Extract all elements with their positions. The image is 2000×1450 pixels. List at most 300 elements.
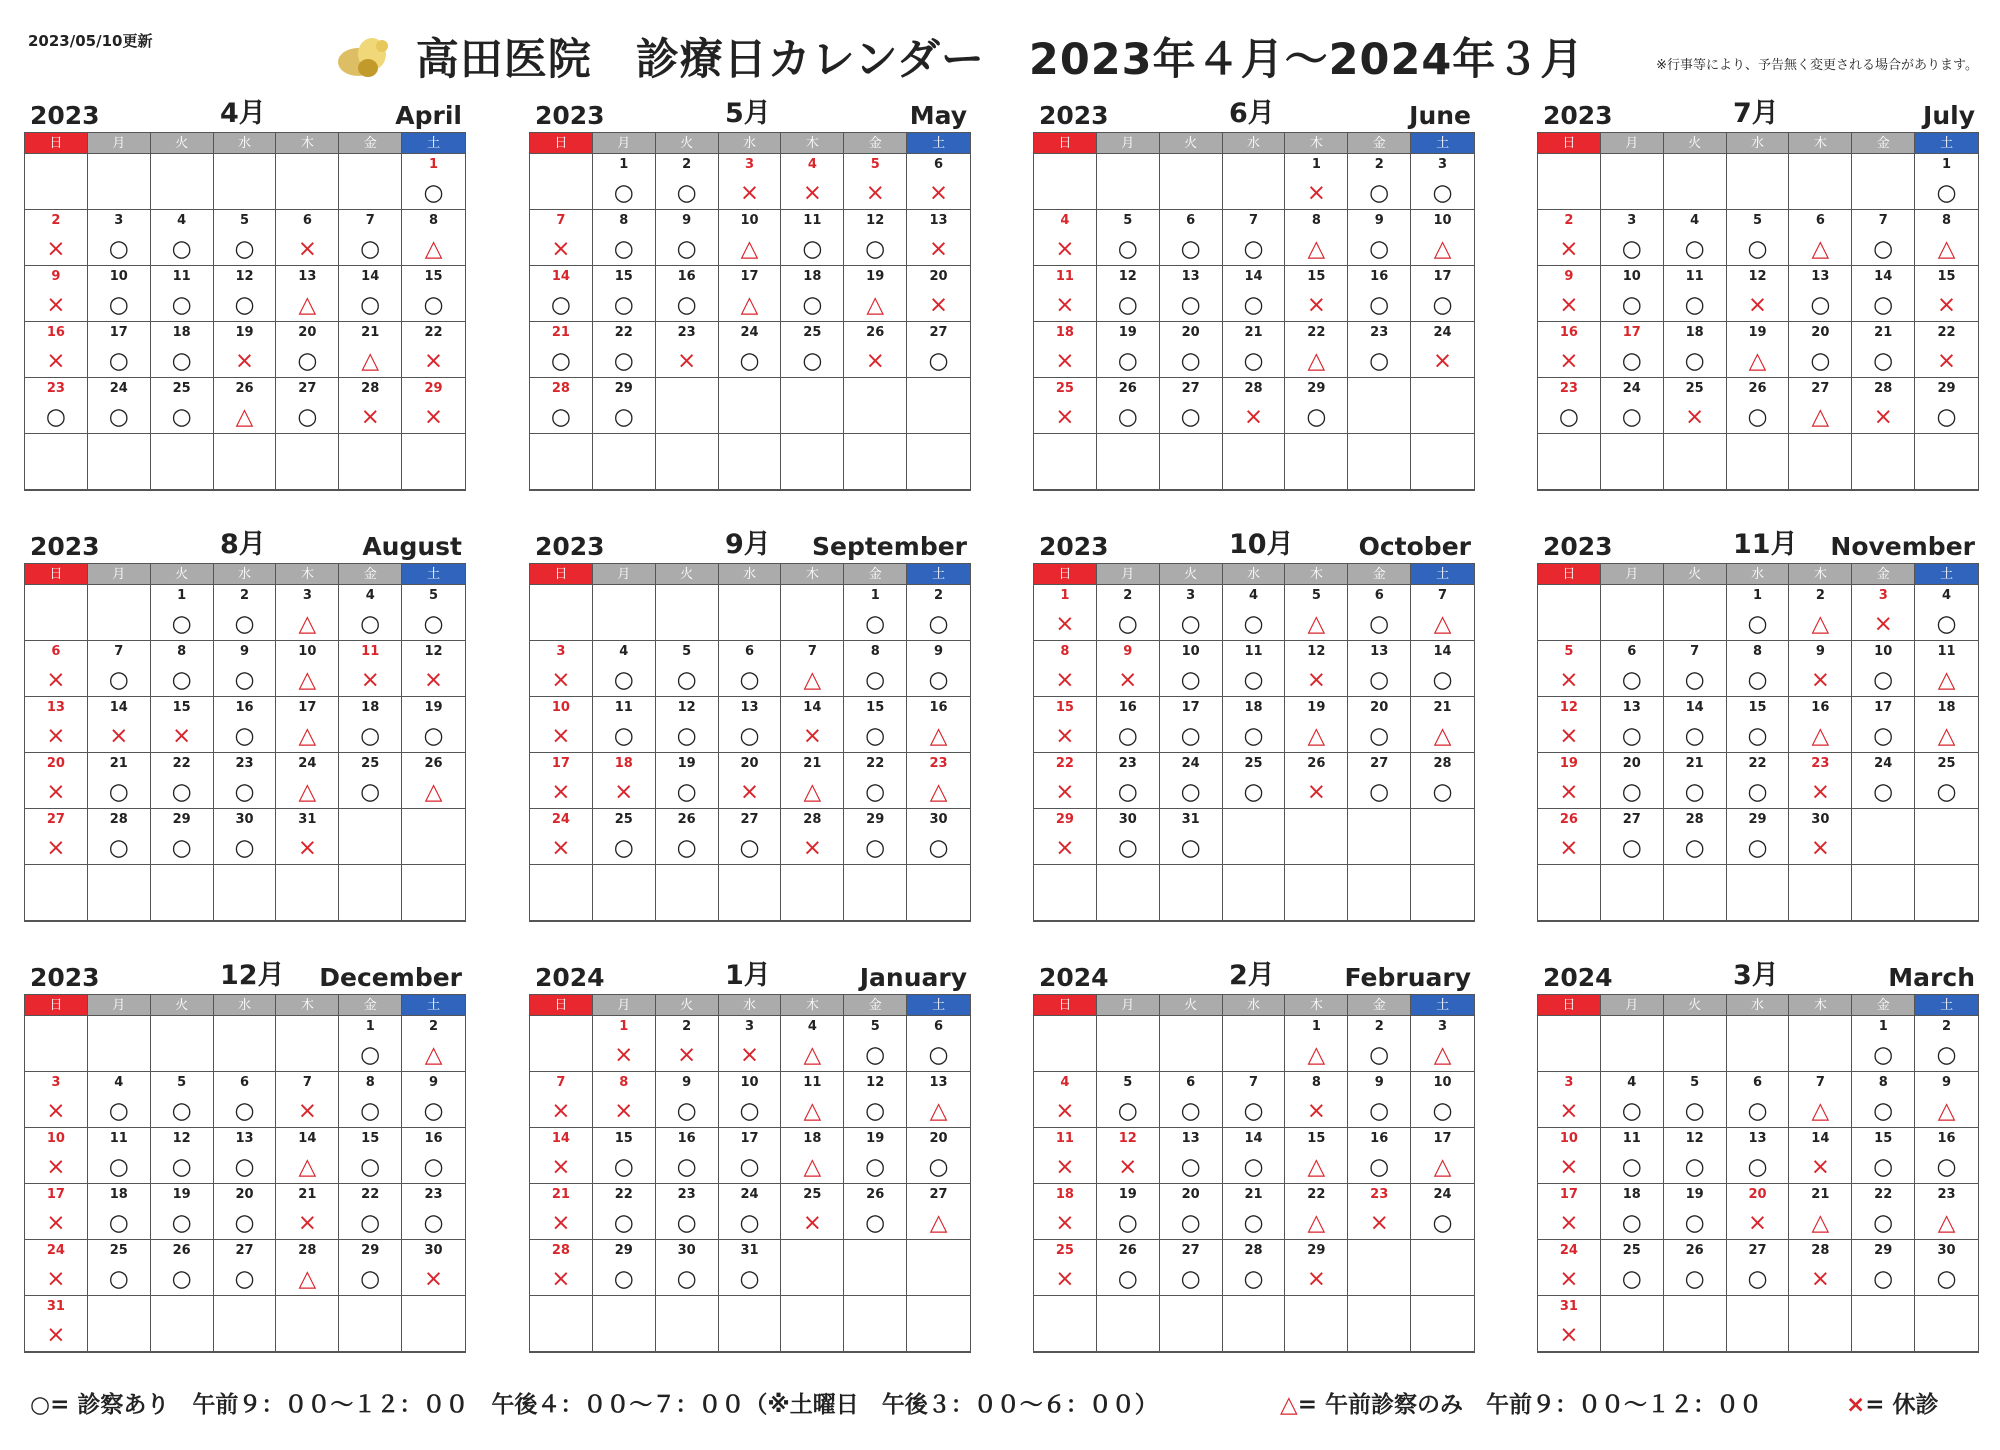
day-status-icon: ○ xyxy=(1348,1094,1411,1128)
day-number: 7 xyxy=(530,1072,593,1094)
month-header xyxy=(24,525,466,563)
day-status-icon xyxy=(1789,1038,1852,1072)
day-number: 8 xyxy=(593,210,656,232)
weekday-header: 木 xyxy=(276,995,339,1016)
day-status-icon xyxy=(1538,176,1601,210)
day-number: 29 xyxy=(424,381,443,396)
day-status-icon xyxy=(1538,456,1601,490)
weekday-header: 金 xyxy=(844,995,907,1016)
month-calendar xyxy=(1537,956,1979,1353)
legend-am-only xyxy=(1280,1386,1762,1419)
day-number: 8 xyxy=(151,641,214,663)
day-number: 25 xyxy=(781,322,844,344)
month-name: 7月 xyxy=(1733,98,1779,129)
month-english: December xyxy=(319,963,462,992)
day-status-icon: ○ xyxy=(214,1150,277,1184)
day-status-icon xyxy=(25,607,88,641)
day-number: 5 xyxy=(1538,641,1601,663)
day-status-icon: ○ xyxy=(1664,719,1727,753)
day-status-icon: ○ xyxy=(1852,1150,1915,1184)
day-status-icon: ○ xyxy=(1601,719,1664,753)
day-status-icon: × xyxy=(593,1094,656,1128)
day-status-icon xyxy=(1034,176,1097,210)
day-status-icon: ○ xyxy=(656,1150,719,1184)
day-status-icon: ○ xyxy=(1348,176,1411,210)
day-number: 17 xyxy=(1433,269,1452,284)
weekday-header: 水 xyxy=(214,564,277,585)
weekday-header: 火 xyxy=(151,133,214,154)
day-status-icon: ○ xyxy=(339,1150,402,1184)
month-english: November xyxy=(1830,532,1975,561)
day-status-icon xyxy=(339,176,402,210)
day-status-icon: ○ xyxy=(907,344,970,378)
day-status-icon xyxy=(844,400,907,434)
day-number: 5 xyxy=(1097,210,1160,232)
day-number: 1 xyxy=(1034,585,1097,607)
day-number: 3 xyxy=(1160,585,1223,607)
day-number xyxy=(1034,1016,1097,1038)
day-number: 19 xyxy=(424,700,443,715)
day-status-icon xyxy=(1348,1262,1411,1296)
day-number: 25 xyxy=(1601,1240,1664,1262)
day-status-icon: × xyxy=(151,719,214,753)
day-number: 3 xyxy=(276,585,339,607)
day-status-icon: ○ xyxy=(88,1094,151,1128)
day-number: 11 xyxy=(1664,266,1727,288)
day-number: 27 xyxy=(25,809,88,831)
day-number xyxy=(339,809,402,831)
day-number: 8 xyxy=(593,1072,656,1094)
day-status-icon: ○ xyxy=(1411,663,1474,697)
day-number xyxy=(1160,865,1223,887)
day-number: 3 xyxy=(88,210,151,232)
weekday-header: 土 xyxy=(1411,995,1474,1016)
day-status-icon xyxy=(1852,456,1915,490)
day-number xyxy=(593,1296,656,1318)
day-status-icon: ○ xyxy=(1852,1094,1915,1128)
day-status-icon: ○ xyxy=(1727,1262,1790,1296)
day-number xyxy=(1348,378,1411,400)
day-number xyxy=(1285,865,1348,887)
day-status-icon: ○ xyxy=(719,831,782,865)
day-number: 2 xyxy=(1348,1016,1411,1038)
day-number: 23 xyxy=(25,378,88,400)
day-status-icon: △ xyxy=(907,775,970,809)
day-number: 5 xyxy=(1727,210,1790,232)
day-number xyxy=(1727,1016,1790,1038)
day-number: 30 xyxy=(1937,1243,1956,1258)
weekday-header: 木 xyxy=(1285,564,1348,585)
day-status-icon: ○ xyxy=(1160,719,1223,753)
day-status-icon: ○ xyxy=(844,232,907,266)
day-number: 2 xyxy=(656,1016,719,1038)
day-status-icon: ○ xyxy=(593,719,656,753)
day-number: 27 xyxy=(1348,753,1411,775)
day-number xyxy=(844,434,907,456)
day-number xyxy=(1034,434,1097,456)
day-number xyxy=(1852,434,1915,456)
day-status-icon: × xyxy=(1034,719,1097,753)
day-status-icon: ○ xyxy=(339,775,402,809)
day-status-icon: ○ xyxy=(1664,1150,1727,1184)
day-number: 20 xyxy=(25,753,88,775)
day-status-icon: ○ xyxy=(1223,232,1286,266)
day-status-icon: × xyxy=(1852,400,1915,434)
day-number: 10 xyxy=(530,697,593,719)
day-number: 13 xyxy=(929,213,948,228)
day-status-icon: △ xyxy=(276,1262,339,1296)
day-status-icon: △ xyxy=(1789,1094,1852,1128)
month-name: 3月 xyxy=(1733,960,1779,991)
day-number: 5 xyxy=(656,641,719,663)
day-status-icon: × xyxy=(339,663,402,697)
day-number: 17 xyxy=(719,1128,782,1150)
day-status-icon xyxy=(1411,1262,1474,1296)
day-status-icon: ○ xyxy=(88,663,151,697)
day-number: 4 xyxy=(1664,210,1727,232)
day-number: 14 xyxy=(1789,1128,1852,1150)
day-status-icon: ○ xyxy=(1601,663,1664,697)
day-status-icon xyxy=(1348,887,1411,921)
day-status-icon: × xyxy=(844,344,907,378)
day-status-icon: × xyxy=(1034,232,1097,266)
day-number xyxy=(25,865,88,887)
month-grid xyxy=(24,132,466,491)
day-status-icon: ○ xyxy=(1160,288,1223,322)
day-status-icon xyxy=(719,607,782,641)
month-year: 2023 xyxy=(30,532,100,561)
day-status-icon: ○ xyxy=(1664,1206,1727,1240)
day-status-icon xyxy=(151,1038,214,1072)
day-number: 25 xyxy=(1223,753,1286,775)
day-number: 9 xyxy=(1348,1072,1411,1094)
day-number: 27 xyxy=(1160,1240,1223,1262)
day-status-icon xyxy=(1034,1318,1097,1352)
day-status-icon xyxy=(1852,1318,1915,1352)
day-number xyxy=(1411,434,1474,456)
weekday-header: 日 xyxy=(25,564,88,585)
day-number xyxy=(1285,1296,1348,1318)
day-status-icon: ○ xyxy=(1160,663,1223,697)
day-status-icon xyxy=(907,1262,970,1296)
day-status-icon: △ xyxy=(1285,719,1348,753)
day-number: 7 xyxy=(530,210,593,232)
day-status-icon xyxy=(1411,1318,1474,1352)
day-status-icon: ○ xyxy=(1915,1262,1978,1296)
day-number xyxy=(844,1296,907,1318)
day-number: 19 xyxy=(844,266,907,288)
day-status-icon xyxy=(1348,1318,1411,1352)
day-number xyxy=(781,585,844,607)
day-status-icon: × xyxy=(276,1094,339,1128)
weekday-header: 木 xyxy=(1789,564,1852,585)
day-number: 7 xyxy=(1223,210,1286,232)
day-status-icon: × xyxy=(781,831,844,865)
day-status-icon: × xyxy=(1789,831,1852,865)
day-status-icon: △ xyxy=(719,232,782,266)
day-status-icon xyxy=(1160,1318,1223,1352)
month-name: 6月 xyxy=(1229,98,1275,129)
day-number: 5 xyxy=(151,1072,214,1094)
day-number: 1 xyxy=(1285,1016,1348,1038)
day-status-icon xyxy=(1285,1318,1348,1352)
weekday-header: 金 xyxy=(1348,564,1411,585)
day-number: 18 xyxy=(88,1184,151,1206)
day-status-icon: ○ xyxy=(1160,775,1223,809)
day-status-icon: ○ xyxy=(402,607,465,641)
day-status-icon xyxy=(530,1038,593,1072)
day-status-icon: ○ xyxy=(656,1262,719,1296)
day-status-icon: × xyxy=(25,1150,88,1184)
day-status-icon xyxy=(88,176,151,210)
day-status-icon xyxy=(1664,1038,1727,1072)
month-english: February xyxy=(1344,963,1471,992)
day-status-icon xyxy=(1411,456,1474,490)
day-status-icon: △ xyxy=(1915,663,1978,697)
day-number: 26 xyxy=(1097,1240,1160,1262)
day-number xyxy=(402,434,465,456)
day-number xyxy=(1348,1240,1411,1262)
day-number: 19 xyxy=(214,322,277,344)
day-number: 5 xyxy=(1097,1072,1160,1094)
month-year: 2023 xyxy=(535,101,605,130)
day-status-icon xyxy=(214,176,277,210)
weekday-header: 月 xyxy=(88,133,151,154)
day-status-icon: ○ xyxy=(1160,831,1223,865)
day-number xyxy=(1223,1296,1286,1318)
day-status-icon: × xyxy=(25,1094,88,1128)
day-status-icon: △ xyxy=(1789,400,1852,434)
day-status-icon: ○ xyxy=(1160,344,1223,378)
day-number: 17 xyxy=(1433,1131,1452,1146)
weekday-header: 日 xyxy=(1034,133,1097,154)
weekday-header: 木 xyxy=(276,133,339,154)
day-number xyxy=(1348,1296,1411,1318)
day-number: 2 xyxy=(1789,585,1852,607)
day-number: 14 xyxy=(1223,1128,1286,1150)
day-status-icon xyxy=(276,1038,339,1072)
day-number: 30 xyxy=(929,812,948,827)
day-number: 8 xyxy=(339,1072,402,1094)
day-status-icon: ○ xyxy=(781,232,844,266)
day-number: 1 xyxy=(429,157,439,172)
day-number: 10 xyxy=(1538,1128,1601,1150)
day-status-icon: ○ xyxy=(656,719,719,753)
day-status-icon: ○ xyxy=(1727,607,1790,641)
day-status-icon: △ xyxy=(1915,232,1978,266)
weekday-header: 水 xyxy=(719,564,782,585)
day-number xyxy=(1538,1016,1601,1038)
day-status-icon: × xyxy=(1034,288,1097,322)
day-status-icon xyxy=(88,607,151,641)
day-status-icon: × xyxy=(844,176,907,210)
day-status-icon: △ xyxy=(1411,719,1474,753)
month-grid xyxy=(24,994,466,1353)
day-number: 24 xyxy=(719,1184,782,1206)
day-number: 2 xyxy=(429,1019,439,1034)
day-number xyxy=(1097,1296,1160,1318)
day-number xyxy=(1411,809,1474,831)
day-number xyxy=(1664,1296,1727,1318)
day-number: 24 xyxy=(1433,1187,1452,1202)
weekday-header: 火 xyxy=(1160,564,1223,585)
day-status-icon: ○ xyxy=(656,775,719,809)
day-number: 20 xyxy=(1160,1184,1223,1206)
day-number: 8 xyxy=(1034,641,1097,663)
month-year: 2023 xyxy=(535,532,605,561)
weekday-header: 土 xyxy=(1915,995,1978,1016)
page-title: 高田医院 診療日カレンダー 2023年４月～2024年３月 xyxy=(415,35,1585,85)
day-status-icon: × xyxy=(593,775,656,809)
day-status-icon xyxy=(1285,456,1348,490)
day-status-icon: △ xyxy=(402,232,465,266)
day-status-icon xyxy=(1852,831,1915,865)
day-number: 6 xyxy=(1601,641,1664,663)
day-number xyxy=(276,865,339,887)
day-number: 24 xyxy=(25,1240,88,1262)
day-number xyxy=(214,434,277,456)
day-status-icon: × xyxy=(907,288,970,322)
day-status-icon: ○ xyxy=(339,607,402,641)
day-number: 9 xyxy=(1097,641,1160,663)
day-number: 9 xyxy=(656,210,719,232)
day-status-icon xyxy=(25,456,88,490)
day-status-icon: × xyxy=(530,1150,593,1184)
day-number: 22 xyxy=(339,1184,402,1206)
day-status-icon: △ xyxy=(1411,1150,1474,1184)
day-status-icon: ○ xyxy=(151,288,214,322)
day-number: 9 xyxy=(656,1072,719,1094)
day-number: 5 xyxy=(1664,1072,1727,1094)
day-number: 9 xyxy=(1538,266,1601,288)
day-status-icon xyxy=(593,456,656,490)
day-status-icon: × xyxy=(656,344,719,378)
day-number: 24 xyxy=(1538,1240,1601,1262)
day-status-icon xyxy=(530,1318,593,1352)
weekday-header: 土 xyxy=(1915,564,1978,585)
day-number: 21 xyxy=(1223,1184,1286,1206)
weekday-header: 金 xyxy=(1852,995,1915,1016)
day-number: 13 xyxy=(1789,266,1852,288)
day-status-icon: × xyxy=(1285,1262,1348,1296)
day-status-icon xyxy=(530,176,593,210)
day-number: 15 xyxy=(1034,697,1097,719)
weekday-header: 木 xyxy=(1789,133,1852,154)
day-number: 24 xyxy=(276,753,339,775)
day-status-icon: ○ xyxy=(88,288,151,322)
day-status-icon: ○ xyxy=(1727,400,1790,434)
day-number: 11 xyxy=(339,641,402,663)
day-status-icon: ○ xyxy=(593,176,656,210)
day-number: 16 xyxy=(1937,1131,1956,1146)
weekday-header: 日 xyxy=(530,133,593,154)
day-status-icon: △ xyxy=(1915,719,1978,753)
day-number xyxy=(1789,865,1852,887)
day-number: 2 xyxy=(934,588,944,603)
day-status-icon: × xyxy=(1034,344,1097,378)
day-status-icon: △ xyxy=(1789,719,1852,753)
day-number xyxy=(339,865,402,887)
day-number: 4 xyxy=(88,1072,151,1094)
day-number: 14 xyxy=(781,697,844,719)
month-header xyxy=(529,94,971,132)
day-status-icon: ○ xyxy=(88,344,151,378)
day-status-icon: ○ xyxy=(1727,1150,1790,1184)
day-number xyxy=(1727,1296,1790,1318)
day-number xyxy=(781,1240,844,1262)
day-number: 18 xyxy=(151,322,214,344)
day-status-icon xyxy=(25,887,88,921)
day-number: 22 xyxy=(844,753,907,775)
day-number: 4 xyxy=(593,641,656,663)
day-number: 30 xyxy=(424,1243,443,1258)
day-number: 31 xyxy=(1538,1296,1601,1318)
day-number: 22 xyxy=(1852,1184,1915,1206)
day-number: 16 xyxy=(1538,322,1601,344)
day-number xyxy=(1097,434,1160,456)
day-status-icon: ○ xyxy=(151,607,214,641)
day-number: 30 xyxy=(1097,809,1160,831)
day-status-icon: × xyxy=(1538,288,1601,322)
day-number: 26 xyxy=(1097,378,1160,400)
day-status-icon xyxy=(88,1318,151,1352)
day-status-icon: × xyxy=(1538,1094,1601,1128)
day-status-icon: ○ xyxy=(1285,400,1348,434)
day-status-icon: ○ xyxy=(781,288,844,322)
day-number: 27 xyxy=(929,1187,948,1202)
day-status-icon: × xyxy=(1285,176,1348,210)
day-status-icon xyxy=(1348,456,1411,490)
day-status-icon: △ xyxy=(1789,232,1852,266)
weekday-header: 土 xyxy=(907,133,970,154)
day-status-icon: △ xyxy=(214,400,277,434)
day-number: 2 xyxy=(1348,154,1411,176)
day-number: 7 xyxy=(1852,210,1915,232)
day-number: 19 xyxy=(1664,1184,1727,1206)
day-status-icon: △ xyxy=(1789,1206,1852,1240)
day-number: 29 xyxy=(339,1240,402,1262)
month-grid xyxy=(24,563,466,922)
day-number xyxy=(781,865,844,887)
day-status-icon xyxy=(214,1318,277,1352)
day-number xyxy=(593,865,656,887)
day-number: 9 xyxy=(1942,1075,1952,1090)
day-number xyxy=(151,434,214,456)
day-number xyxy=(1097,865,1160,887)
day-status-icon: ○ xyxy=(339,288,402,322)
legend-closed xyxy=(1846,1386,1939,1419)
day-number xyxy=(1160,434,1223,456)
day-status-icon: ○ xyxy=(593,232,656,266)
day-number: 26 xyxy=(844,322,907,344)
day-status-icon: ○ xyxy=(530,288,593,322)
day-number: 6 xyxy=(214,1072,277,1094)
day-number: 21 xyxy=(276,1184,339,1206)
day-number: 27 xyxy=(1727,1240,1790,1262)
day-status-icon: ○ xyxy=(402,1094,465,1128)
day-number: 5 xyxy=(429,588,439,603)
day-number: 18 xyxy=(1937,700,1956,715)
month-grid xyxy=(1537,563,1979,922)
day-status-icon: ○ xyxy=(1097,400,1160,434)
weekday-header: 水 xyxy=(1727,564,1790,585)
day-status-icon: × xyxy=(1915,288,1978,322)
day-number: 4 xyxy=(151,210,214,232)
day-number xyxy=(656,865,719,887)
day-number: 4 xyxy=(1034,1072,1097,1094)
day-status-icon: ○ xyxy=(1727,663,1790,697)
day-number: 8 xyxy=(1285,1072,1348,1094)
